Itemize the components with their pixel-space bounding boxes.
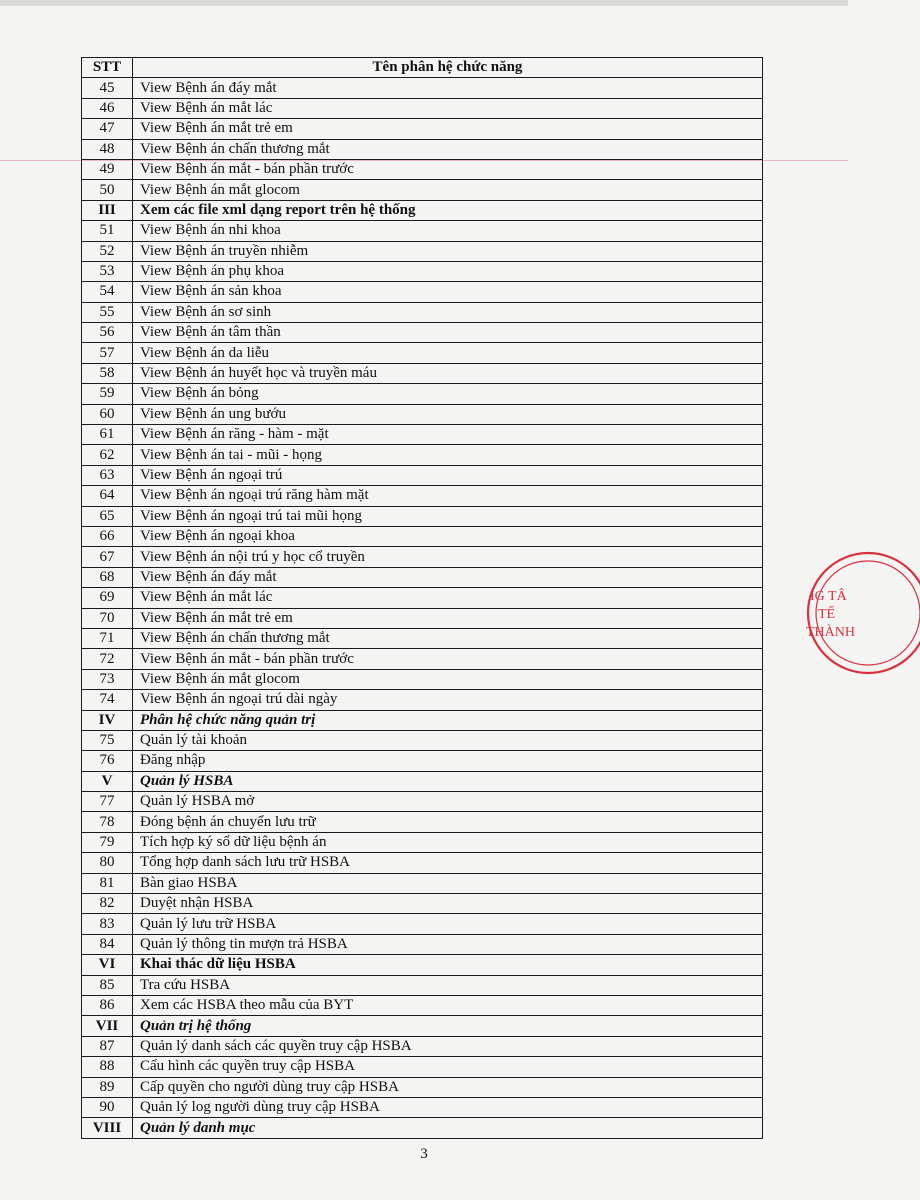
row-stt: VI bbox=[82, 955, 133, 975]
table-row bbox=[82, 1057, 763, 1077]
row-function-name: View Bệnh án ngoại trú tai mũi họng bbox=[133, 506, 763, 526]
table-row bbox=[82, 628, 763, 648]
row-stt: 61 bbox=[82, 425, 133, 445]
row-stt: VII bbox=[82, 1016, 133, 1036]
table-row bbox=[82, 812, 763, 832]
stamp-text-line: IG TÂ bbox=[810, 589, 847, 604]
row-function-name: View Bệnh án bỏng bbox=[133, 384, 763, 404]
row-stt: VIII bbox=[82, 1118, 133, 1138]
table-row bbox=[82, 323, 763, 343]
table-row bbox=[82, 78, 763, 98]
row-function-name: View Bệnh án mắt - bán phần trước bbox=[133, 649, 763, 669]
section-row bbox=[82, 771, 763, 791]
row-function-name: View Bệnh án mắt glocom bbox=[133, 180, 763, 200]
row-function-name: View Bệnh án ngoại trú bbox=[133, 465, 763, 485]
row-stt: 56 bbox=[82, 323, 133, 343]
table-row bbox=[82, 425, 763, 445]
row-function-name: View Bệnh án mắt - bán phần trước bbox=[133, 159, 763, 179]
table-row bbox=[82, 404, 763, 424]
row-stt: 52 bbox=[82, 241, 133, 261]
row-stt: 86 bbox=[82, 995, 133, 1015]
row-stt: 90 bbox=[82, 1097, 133, 1117]
row-function-name: View Bệnh án tâm thần bbox=[133, 323, 763, 343]
row-stt: 57 bbox=[82, 343, 133, 363]
table-row bbox=[82, 119, 763, 139]
row-stt: 84 bbox=[82, 934, 133, 954]
row-function-name: Quản lý danh sách các quyền truy cập HSBA bbox=[133, 1036, 763, 1056]
stamp-text-line: TẾ bbox=[818, 607, 836, 622]
table-row bbox=[82, 261, 763, 281]
stamp-text-line: THÀNH bbox=[806, 625, 855, 640]
row-function-name: View Bệnh án ngoại trú răng hàm mặt bbox=[133, 486, 763, 506]
row-function-name: View Bệnh án mắt trẻ em bbox=[133, 119, 763, 139]
row-stt: 46 bbox=[82, 98, 133, 118]
row-stt: V bbox=[82, 771, 133, 791]
row-stt: 88 bbox=[82, 1057, 133, 1077]
table-row bbox=[82, 792, 763, 812]
table-row bbox=[82, 894, 763, 914]
row-stt: 67 bbox=[82, 547, 133, 567]
row-stt: 70 bbox=[82, 608, 133, 628]
row-stt: 82 bbox=[82, 894, 133, 914]
row-stt: 85 bbox=[82, 975, 133, 995]
row-stt: 73 bbox=[82, 669, 133, 689]
row-stt: 62 bbox=[82, 445, 133, 465]
table-row bbox=[82, 567, 763, 587]
section-row bbox=[82, 1016, 763, 1036]
row-stt: 47 bbox=[82, 119, 133, 139]
row-stt: 66 bbox=[82, 526, 133, 546]
section-title: Quản lý HSBA bbox=[133, 771, 763, 791]
section-row bbox=[82, 200, 763, 220]
table-row bbox=[82, 934, 763, 954]
row-stt: 74 bbox=[82, 690, 133, 710]
row-stt: 72 bbox=[82, 649, 133, 669]
row-function-name: View Bệnh án ung bướu bbox=[133, 404, 763, 424]
row-function-name: View Bệnh án sơ sinh bbox=[133, 302, 763, 322]
row-function-name: View Bệnh án chấn thương mắt bbox=[133, 139, 763, 159]
row-stt: 63 bbox=[82, 465, 133, 485]
row-function-name: View Bệnh án truyền nhiễm bbox=[133, 241, 763, 261]
header-function-name: Tên phân hệ chức năng bbox=[133, 58, 763, 78]
row-function-name: View Bệnh án mắt lác bbox=[133, 588, 763, 608]
row-function-name: Tra cứu HSBA bbox=[133, 975, 763, 995]
table-header-row bbox=[82, 58, 763, 78]
table-row bbox=[82, 649, 763, 669]
row-function-name: Tích hợp ký số dữ liệu bệnh án bbox=[133, 832, 763, 852]
row-stt: 75 bbox=[82, 730, 133, 750]
row-stt: 65 bbox=[82, 506, 133, 526]
row-function-name: Đăng nhập bbox=[133, 751, 763, 771]
row-function-name: Xem các HSBA theo mẫu của BYT bbox=[133, 995, 763, 1015]
table-body bbox=[82, 78, 763, 1138]
table-row bbox=[82, 730, 763, 750]
row-function-name: Quản lý HSBA mở bbox=[133, 792, 763, 812]
table-row bbox=[82, 832, 763, 852]
row-function-name: View Bệnh án nội trú y học cổ truyền bbox=[133, 547, 763, 567]
table-row bbox=[82, 302, 763, 322]
row-function-name: Quản lý thông tin mượn trả HSBA bbox=[133, 934, 763, 954]
function-table bbox=[81, 57, 763, 1139]
row-stt: 51 bbox=[82, 221, 133, 241]
row-stt: 49 bbox=[82, 159, 133, 179]
row-stt: 64 bbox=[82, 486, 133, 506]
table-row bbox=[82, 486, 763, 506]
table-row bbox=[82, 526, 763, 546]
scan-top-edge bbox=[0, 0, 848, 6]
table-row bbox=[82, 221, 763, 241]
row-stt: 89 bbox=[82, 1077, 133, 1097]
section-title: Quản lý danh mục bbox=[133, 1118, 763, 1138]
row-function-name: View Bệnh án nhi khoa bbox=[133, 221, 763, 241]
row-function-name: Quản lý tài khoản bbox=[133, 730, 763, 750]
section-row bbox=[82, 710, 763, 730]
table-row bbox=[82, 751, 763, 771]
row-function-name: View Bệnh án mắt lác bbox=[133, 98, 763, 118]
table-row bbox=[82, 995, 763, 1015]
table-row bbox=[82, 853, 763, 873]
row-function-name: View Bệnh án ngoại khoa bbox=[133, 526, 763, 546]
table-row bbox=[82, 914, 763, 934]
row-stt: 68 bbox=[82, 567, 133, 587]
header-stt: STT bbox=[82, 58, 133, 78]
row-stt: 80 bbox=[82, 853, 133, 873]
row-stt: 45 bbox=[82, 78, 133, 98]
row-stt: 48 bbox=[82, 139, 133, 159]
row-stt: 87 bbox=[82, 1036, 133, 1056]
row-function-name: View Bệnh án phụ khoa bbox=[133, 261, 763, 281]
row-function-name: Duyệt nhận HSBA bbox=[133, 894, 763, 914]
section-title: Quản trị hệ thống bbox=[133, 1016, 763, 1036]
table-row bbox=[82, 1077, 763, 1097]
row-stt: 78 bbox=[82, 812, 133, 832]
red-seal-stamp bbox=[800, 548, 920, 678]
row-stt: 71 bbox=[82, 628, 133, 648]
row-function-name: View Bệnh án răng - hàm - mặt bbox=[133, 425, 763, 445]
row-function-name: View Bệnh án ngoại trú dài ngày bbox=[133, 690, 763, 710]
row-function-name: Quản lý lưu trữ HSBA bbox=[133, 914, 763, 934]
table-row bbox=[82, 445, 763, 465]
row-stt: 59 bbox=[82, 384, 133, 404]
table-row bbox=[82, 588, 763, 608]
table-row bbox=[82, 98, 763, 118]
row-function-name: View Bệnh án da liễu bbox=[133, 343, 763, 363]
section-title: Phân hệ chức năng quản trị bbox=[133, 710, 763, 730]
table-row bbox=[82, 506, 763, 526]
row-function-name: View Bệnh án chấn thương mắt bbox=[133, 628, 763, 648]
table-row bbox=[82, 384, 763, 404]
table-row bbox=[82, 363, 763, 383]
table-row bbox=[82, 139, 763, 159]
table-row bbox=[82, 608, 763, 628]
row-function-name: Tổng hợp danh sách lưu trữ HSBA bbox=[133, 853, 763, 873]
table-row bbox=[82, 465, 763, 485]
row-function-name: View Bệnh án mắt trẻ em bbox=[133, 608, 763, 628]
table-row bbox=[82, 873, 763, 893]
row-stt: 50 bbox=[82, 180, 133, 200]
table-row bbox=[82, 1036, 763, 1056]
table-row bbox=[82, 343, 763, 363]
row-stt: 55 bbox=[82, 302, 133, 322]
table-row bbox=[82, 241, 763, 261]
row-stt: 60 bbox=[82, 404, 133, 424]
table-row bbox=[82, 1097, 763, 1117]
row-stt: 76 bbox=[82, 751, 133, 771]
row-stt: 69 bbox=[82, 588, 133, 608]
table-row bbox=[82, 159, 763, 179]
row-stt: 77 bbox=[82, 792, 133, 812]
row-function-name: View Bệnh án đáy mắt bbox=[133, 78, 763, 98]
table-row bbox=[82, 282, 763, 302]
row-function-name: View Bệnh án đáy mắt bbox=[133, 567, 763, 587]
row-function-name: View Bệnh án tai - mũi - họng bbox=[133, 445, 763, 465]
table-row bbox=[82, 690, 763, 710]
section-title: Xem các file xml dạng report trên hệ thống bbox=[133, 200, 763, 220]
row-stt: 54 bbox=[82, 282, 133, 302]
row-function-name: Cấu hình các quyền truy cập HSBA bbox=[133, 1057, 763, 1077]
table-row bbox=[82, 975, 763, 995]
row-function-name: View Bệnh án mắt glocom bbox=[133, 669, 763, 689]
row-stt: 53 bbox=[82, 261, 133, 281]
row-stt: 83 bbox=[82, 914, 133, 934]
table-row bbox=[82, 669, 763, 689]
section-title: Khai thác dữ liệu HSBA bbox=[133, 955, 763, 975]
row-stt: IV bbox=[82, 710, 133, 730]
row-stt: III bbox=[82, 200, 133, 220]
row-stt: 81 bbox=[82, 873, 133, 893]
row-function-name: Cấp quyền cho người dùng truy cập HSBA bbox=[133, 1077, 763, 1097]
row-function-name: Quản lý log người dùng truy cập HSBA bbox=[133, 1097, 763, 1117]
section-row bbox=[82, 955, 763, 975]
row-function-name: Bàn giao HSBA bbox=[133, 873, 763, 893]
row-stt: 58 bbox=[82, 363, 133, 383]
table-row bbox=[82, 547, 763, 567]
row-stt: 79 bbox=[82, 832, 133, 852]
section-row bbox=[82, 1118, 763, 1138]
table-row bbox=[82, 180, 763, 200]
row-function-name: Đóng bệnh án chuyển lưu trữ bbox=[133, 812, 763, 832]
page-number: 3 bbox=[420, 1146, 428, 1162]
row-function-name: View Bệnh án huyết học và truyền máu bbox=[133, 363, 763, 383]
row-function-name: View Bệnh án sản khoa bbox=[133, 282, 763, 302]
